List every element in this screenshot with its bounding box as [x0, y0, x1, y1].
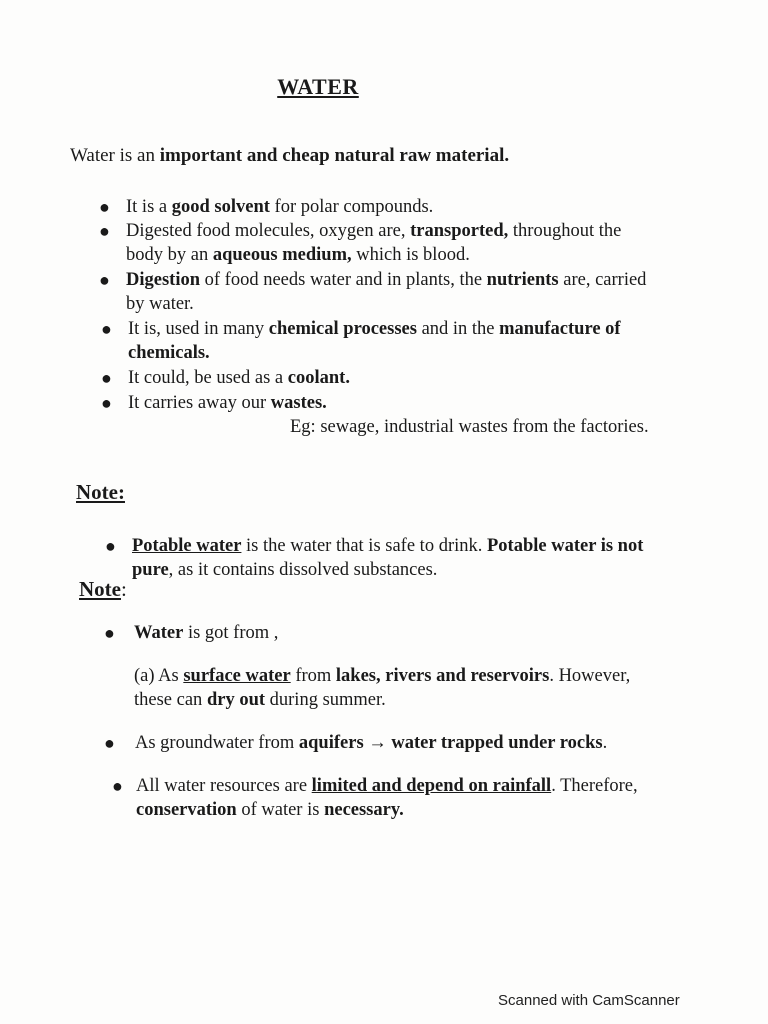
text-run: is the water that is safe to drink.	[241, 536, 487, 556]
bold-text-run: limited and depend on rainfall	[311, 776, 552, 796]
text-run: Digested food molecules, oxygen are,	[126, 221, 411, 241]
bold-text-run: conservation	[136, 800, 237, 820]
bold-text-run: Potable water	[132, 536, 242, 556]
text-run: is got from ,	[183, 623, 279, 643]
list-item-line	[126, 268, 646, 292]
text-run: It is, used in many	[128, 319, 269, 339]
text-run: It is a	[126, 197, 172, 217]
bold-text-run: aquifers	[298, 733, 364, 753]
intro-text: Water is an	[70, 145, 160, 166]
bullet-icon: ●	[104, 623, 115, 643]
text-run: As groundwater from	[135, 733, 299, 753]
bold-text-run: good solvent	[171, 197, 270, 217]
bold-text-run: Potable water is not	[487, 536, 644, 556]
text-run: It carries away our	[128, 393, 271, 413]
list-item-line	[128, 317, 621, 341]
bullet-icon: ●	[99, 197, 110, 217]
text-run: .	[602, 733, 608, 753]
list-item-line	[126, 219, 621, 243]
bold-text-run: Digestion	[126, 270, 200, 290]
page-title: WATER	[277, 74, 359, 99]
text-run: It could, be used as a	[128, 368, 288, 388]
text-run: →	[363, 733, 392, 753]
list-item-line	[134, 621, 278, 645]
bold-text-run: pure	[132, 560, 169, 580]
list-item	[99, 268, 647, 316]
list-item-line	[135, 731, 607, 755]
intro-emphasis: important and cheap natural raw material.	[159, 145, 510, 166]
text-run: of water is	[236, 800, 325, 820]
text-run: of food needs water and in plants, the	[200, 270, 487, 290]
text-run: throughout the	[508, 221, 622, 241]
intro-sentence	[70, 145, 509, 167]
note-heading-word: Note	[79, 577, 121, 601]
bold-text-run: lakes, rivers and reservoirs	[335, 666, 550, 686]
list-item	[99, 219, 622, 267]
list-item-line	[126, 243, 621, 267]
text-run: from	[290, 666, 336, 686]
note-heading	[79, 577, 127, 602]
bullet-icon: ●	[101, 319, 112, 339]
list-item-line	[136, 774, 638, 798]
list-item	[99, 195, 434, 219]
bold-text-run: chemical processes	[268, 319, 417, 339]
bullet-icon: ●	[101, 368, 112, 388]
text-run: , as it contains dissolved substances.	[168, 560, 438, 580]
scanner-watermark: Scanned with CamScanner	[498, 992, 680, 1009]
text-run: are, carried	[558, 270, 647, 290]
list-item-line	[128, 391, 327, 415]
list-item	[104, 621, 279, 645]
text-run: which is blood.	[351, 245, 470, 265]
bold-text-run: surface water	[183, 666, 291, 686]
bullet-icon: ●	[99, 221, 110, 241]
list-item	[101, 391, 327, 415]
list-item	[104, 731, 608, 755]
text-run: and in the	[416, 319, 500, 339]
text-run: (a) As	[134, 666, 184, 686]
bold-text-run: coolant.	[287, 368, 350, 388]
bold-text-run: wastes.	[270, 393, 327, 413]
text-run: . Therefore,	[551, 776, 638, 796]
bullet-icon: ●	[104, 733, 115, 753]
list-item	[101, 366, 350, 390]
bullet-icon: ●	[99, 270, 110, 290]
text-run: by water.	[126, 294, 194, 314]
bold-text-run: Water	[134, 623, 184, 643]
list-item-line	[126, 292, 646, 316]
bullet-icon: ●	[112, 776, 123, 796]
list-item-line	[126, 195, 433, 219]
list-item-line	[132, 558, 643, 582]
bold-text-run: aqueous medium,	[212, 245, 352, 265]
text-run: All water resources are	[136, 776, 312, 796]
list-item-line	[128, 366, 350, 390]
note-heading-colon: :	[120, 577, 127, 601]
text-run: . However,	[549, 666, 631, 686]
bold-text-run: necessary.	[324, 800, 404, 820]
bold-text-run: nutrients	[486, 270, 559, 290]
bullet-icon: ●	[101, 393, 112, 413]
list-item-line	[132, 534, 643, 558]
text-run: for polar compounds.	[269, 197, 434, 217]
text-run: body by an	[126, 245, 213, 265]
bold-text-run: dry out	[206, 690, 266, 710]
bold-text-run: chemicals.	[128, 343, 210, 363]
bold-text-run: water trapped under rocks	[391, 733, 603, 753]
sub-item	[134, 664, 630, 712]
bold-text-run: manufacture of	[499, 319, 621, 339]
example-text: Eg: sewage, industrial wastes from the factories.	[290, 417, 649, 437]
list-item-line	[128, 341, 621, 365]
text-run: these can	[134, 690, 207, 710]
list-item	[101, 317, 621, 365]
sub-item-line	[134, 664, 630, 688]
list-item	[105, 534, 644, 582]
sub-item-line	[134, 688, 630, 712]
bold-text-run: transported,	[410, 221, 509, 241]
list-item-line	[136, 798, 638, 822]
list-item	[112, 774, 638, 822]
text-run: during summer.	[265, 690, 386, 710]
note-heading: Note:	[76, 480, 125, 504]
bullet-icon: ●	[105, 536, 116, 556]
